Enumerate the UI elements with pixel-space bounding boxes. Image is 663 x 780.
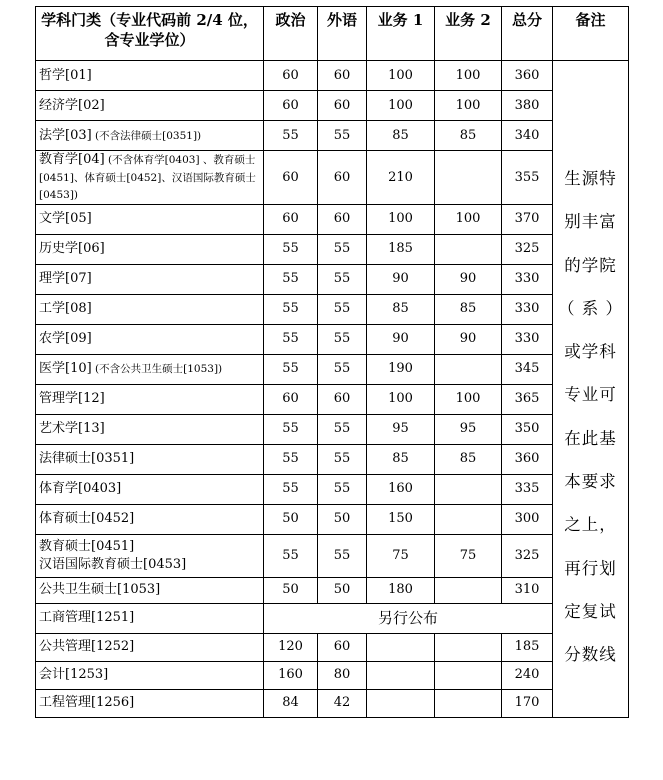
table-row <box>36 234 629 264</box>
category-cell: 工程管理[1256] <box>36 689 264 717</box>
remark-line: 分数线 <box>564 645 617 665</box>
total-score: 340 <box>502 121 553 151</box>
category-name: 教育学[04] <box>39 152 105 167</box>
category-cell <box>36 151 264 205</box>
subject1-score: 150 <box>367 504 435 534</box>
table-row <box>36 264 629 294</box>
total-score: 345 <box>502 354 553 384</box>
foreign-score: 55 <box>318 474 367 504</box>
table-row <box>36 444 629 474</box>
subject2-score <box>435 633 502 661</box>
table-row <box>36 354 629 384</box>
subject2-score: 85 <box>435 294 502 324</box>
category-cell <box>36 577 264 603</box>
foreign-score: 60 <box>318 633 367 661</box>
remark-line: 之上， <box>564 515 617 535</box>
foreign-score: 60 <box>318 204 367 234</box>
subject2-score <box>435 234 502 264</box>
politics-score: 84 <box>264 689 318 717</box>
foreign-score: 55 <box>318 294 367 324</box>
subject2-score: 85 <box>435 121 502 151</box>
subject1-score: 100 <box>367 384 435 414</box>
header-politics: 政治 <box>264 7 318 61</box>
foreign-score: 80 <box>318 661 367 689</box>
category-name: 工学[08] <box>39 301 92 317</box>
subject2-score <box>435 661 502 689</box>
header-subject1: 业务 1 <box>367 7 435 61</box>
category-cell <box>36 534 264 577</box>
politics-score: 60 <box>264 151 318 205</box>
category-cell <box>36 264 264 294</box>
total-score: 240 <box>502 661 553 689</box>
table-row <box>36 661 629 689</box>
total-score: 170 <box>502 689 553 717</box>
category-note: (不含体育学[0403] 、教育硕士[0451]、体育硕士[0452]、汉语国际教育硕士[0453]) <box>39 154 256 202</box>
header-category: 学科门类（专业代码前 2/4 位，含专业学位） <box>36 7 264 61</box>
total-score: 330 <box>502 294 553 324</box>
category-cell <box>36 91 264 121</box>
category-cell <box>36 354 264 384</box>
subject1-score: 95 <box>367 414 435 444</box>
subject1-score: 75 <box>367 534 435 577</box>
table-row <box>36 384 629 414</box>
category-cell: 会计[1253] <box>36 661 264 689</box>
foreign-score: 60 <box>318 384 367 414</box>
total-score: 365 <box>502 384 553 414</box>
foreign-score: 55 <box>318 234 367 264</box>
score-table <box>35 6 629 718</box>
remark-line: 专业可 <box>564 385 617 405</box>
politics-score: 60 <box>264 61 318 91</box>
foreign-score: 50 <box>318 504 367 534</box>
category-cell <box>36 414 264 444</box>
subject2-score: 100 <box>435 91 502 121</box>
subject1-score: 85 <box>367 121 435 151</box>
politics-score: 55 <box>264 354 318 384</box>
foreign-score: 55 <box>318 444 367 474</box>
table-row <box>36 61 629 91</box>
header-row <box>36 7 629 61</box>
category-cell <box>36 444 264 474</box>
category-name: 体育学[0403] <box>39 481 122 497</box>
category-name: 农学[09] <box>39 331 92 347</box>
category-name: 历史学[06] <box>39 241 105 257</box>
total-score: 325 <box>502 234 553 264</box>
category-name-2: 汉语国际教育硕士[0453] <box>39 556 187 572</box>
foreign-score: 60 <box>318 61 367 91</box>
politics-score: 55 <box>264 414 318 444</box>
total-score: 335 <box>502 474 553 504</box>
table-row <box>36 294 629 324</box>
category-cell <box>36 121 264 151</box>
category-cell <box>36 384 264 414</box>
subject2-score: 100 <box>435 61 502 91</box>
category-name: 理学[07] <box>39 271 92 287</box>
foreign-score: 60 <box>318 151 367 205</box>
politics-score: 55 <box>264 234 318 264</box>
table-row <box>36 91 629 121</box>
header-total: 总分 <box>502 7 553 61</box>
subject1-score <box>367 661 435 689</box>
politics-score: 120 <box>264 633 318 661</box>
remark-line: 本要求 <box>564 472 617 492</box>
subject2-score <box>435 689 502 717</box>
header-subject2: 业务 2 <box>435 7 502 61</box>
category-cell <box>36 504 264 534</box>
politics-score: 60 <box>264 384 318 414</box>
politics-score: 55 <box>264 474 318 504</box>
foreign-score: 55 <box>318 264 367 294</box>
category-name: 体育硕士[0452] <box>39 511 135 527</box>
subject2-score: 100 <box>435 204 502 234</box>
foreign-score: 55 <box>318 324 367 354</box>
foreign-score: 60 <box>318 91 367 121</box>
subject1-score: 190 <box>367 354 435 384</box>
politics-score: 55 <box>264 121 318 151</box>
remark-line: 的学院 <box>564 255 617 275</box>
subject1-score: 85 <box>367 444 435 474</box>
subject2-score: 85 <box>435 444 502 474</box>
table-row <box>36 414 629 444</box>
table-row <box>36 504 629 534</box>
subject1-score: 90 <box>367 324 435 354</box>
politics-score: 60 <box>264 204 318 234</box>
total-score: 330 <box>502 324 553 354</box>
subject2-score: 90 <box>435 264 502 294</box>
total-score: 325 <box>502 534 553 577</box>
total-score: 360 <box>502 61 553 91</box>
remark-line: 定复试 <box>564 601 617 621</box>
total-score: 300 <box>502 504 553 534</box>
total-score: 360 <box>502 444 553 474</box>
remark-text <box>553 157 628 677</box>
category-name: 文学[05] <box>39 211 92 227</box>
politics-score: 55 <box>264 444 318 474</box>
remark-line: 或学科 <box>564 342 617 362</box>
category-name: 经济学[02] <box>39 97 105 113</box>
category-cell <box>36 234 264 264</box>
remark-cell <box>553 61 629 718</box>
politics-score: 160 <box>264 661 318 689</box>
remark-line: 在此基 <box>564 428 617 448</box>
total-score: 355 <box>502 151 553 205</box>
header-foreign-language: 外语 <box>318 7 367 61</box>
subject1-score: 185 <box>367 234 435 264</box>
foreign-score: 50 <box>318 577 367 603</box>
subject2-score <box>435 474 502 504</box>
total-score: 185 <box>502 633 553 661</box>
politics-score: 55 <box>264 324 318 354</box>
category-name: 公共卫生硕士[1053] <box>39 582 161 598</box>
politics-score: 50 <box>264 504 318 534</box>
table-row <box>36 204 629 234</box>
foreign-score: 55 <box>318 414 367 444</box>
table-row <box>36 577 629 603</box>
subject1-score: 100 <box>367 204 435 234</box>
category-name: 艺术学[13] <box>39 421 105 437</box>
table-row <box>36 121 629 151</box>
foreign-score: 55 <box>318 354 367 384</box>
category-cell <box>36 294 264 324</box>
category-cell: 工商管理[1251] <box>36 603 264 633</box>
category-cell <box>36 324 264 354</box>
subject1-score: 210 <box>367 151 435 205</box>
total-score: 310 <box>502 577 553 603</box>
subject1-score <box>367 689 435 717</box>
foreign-score: 55 <box>318 534 367 577</box>
category-name: 医学[10] <box>39 361 92 377</box>
subject2-score: 100 <box>435 384 502 414</box>
subject2-score <box>435 354 502 384</box>
subject2-score: 75 <box>435 534 502 577</box>
category-name: 教育硕士[0451] <box>39 538 135 554</box>
table-row <box>36 633 629 661</box>
subject1-score: 180 <box>367 577 435 603</box>
category-name: 哲学[01] <box>39 67 92 83</box>
remark-line: 生源特 <box>564 169 617 188</box>
total-score: 370 <box>502 204 553 234</box>
table-row <box>36 603 629 633</box>
total-score: 350 <box>502 414 553 444</box>
pending-note: 另行公布 <box>264 603 553 633</box>
foreign-score: 55 <box>318 121 367 151</box>
table-row <box>36 534 629 577</box>
subject1-score: 90 <box>367 264 435 294</box>
header-remark: 备注 <box>553 7 629 61</box>
subject2-score <box>435 577 502 603</box>
category-note: (不含法律硕士[0351]) <box>91 129 202 142</box>
politics-score: 60 <box>264 91 318 121</box>
subject1-score: 85 <box>367 294 435 324</box>
remark-line: 再行划 <box>564 558 617 578</box>
politics-score: 50 <box>264 577 318 603</box>
table-row <box>36 474 629 504</box>
category-cell <box>36 204 264 234</box>
foreign-score: 42 <box>318 689 367 717</box>
politics-score: 55 <box>264 294 318 324</box>
total-score: 380 <box>502 91 553 121</box>
table-row <box>36 324 629 354</box>
category-cell <box>36 474 264 504</box>
subject2-score <box>435 504 502 534</box>
table-row <box>36 689 629 717</box>
subject2-score <box>435 151 502 205</box>
remark-line: 别丰富 <box>564 212 617 232</box>
total-score: 330 <box>502 264 553 294</box>
subject1-score: 160 <box>367 474 435 504</box>
subject1-score: 100 <box>367 61 435 91</box>
subject2-score: 95 <box>435 414 502 444</box>
category-cell: 公共管理[1252] <box>36 633 264 661</box>
table-row <box>36 151 629 205</box>
subject2-score: 90 <box>435 324 502 354</box>
category-cell <box>36 61 264 91</box>
category-name: 法学[03] <box>39 127 92 143</box>
remark-line: （ 系 ） <box>558 298 623 318</box>
subject1-score: 100 <box>367 91 435 121</box>
category-name: 管理学[12] <box>39 391 105 407</box>
category-note: (不含公共卫生硕士[1053]) <box>91 363 223 376</box>
subject1-score <box>367 633 435 661</box>
politics-score: 55 <box>264 534 318 577</box>
category-name: 法律硕士[0351] <box>39 451 135 467</box>
politics-score: 55 <box>264 264 318 294</box>
